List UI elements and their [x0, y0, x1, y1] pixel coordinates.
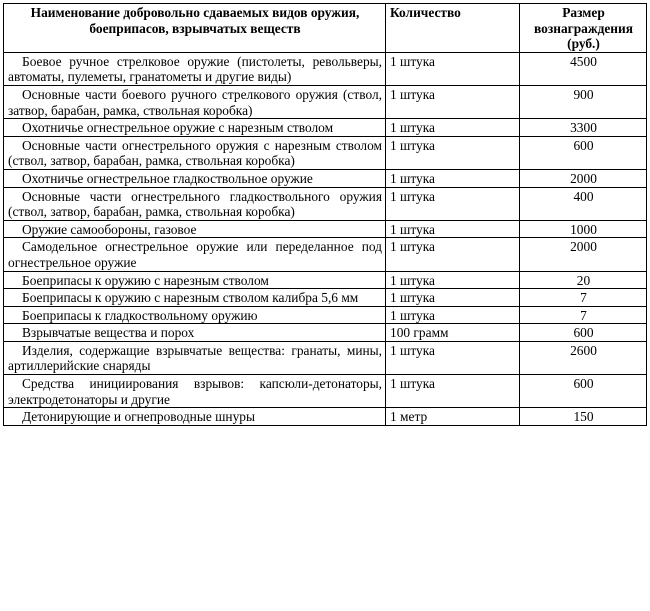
row-quantity: 1 метр: [386, 408, 520, 426]
table-row: [4, 408, 647, 426]
row-reward: 2600: [520, 341, 647, 374]
row-reward: 3300: [520, 119, 647, 137]
table-row: [4, 306, 647, 324]
row-quantity: 1 штука: [386, 52, 520, 85]
row-quantity: 1 штука: [386, 220, 520, 238]
table-row: [4, 169, 647, 187]
row-name: Боевое ручное стрелковое оружие (пистолеты, револьверы, автоматы, пулеметы, гранатометы и другие виды): [4, 52, 386, 85]
row-quantity: 1 штука: [386, 85, 520, 118]
document-page: [3, 3, 647, 426]
row-quantity: 1 штука: [386, 375, 520, 408]
row-quantity: 1 штука: [386, 306, 520, 324]
row-name: Взрывчатые вещества и порох: [4, 324, 386, 342]
row-reward: 1000: [520, 220, 647, 238]
row-quantity: 1 штука: [386, 136, 520, 169]
table-row: [4, 220, 647, 238]
row-name: Изделия, содержащие взрывчатые вещества: гранаты, мины, артиллерийские снаряды: [4, 341, 386, 374]
row-name: Основные части боевого ручного стрелкового оружия (ствол, затвор, барабан, рамка, ствольная коробка): [4, 85, 386, 118]
row-name: Основные части огнестрельного гладкоствольного оружия (ствол, затвор, барабан, рамка, ствольная коробка): [4, 187, 386, 220]
row-quantity: 100 грамм: [386, 324, 520, 342]
row-quantity: 1 штука: [386, 238, 520, 271]
row-reward: 400: [520, 187, 647, 220]
table-row: [4, 341, 647, 374]
table-row: [4, 375, 647, 408]
row-name: Боеприпасы к гладкоствольному оружию: [4, 306, 386, 324]
row-quantity: 1 штука: [386, 187, 520, 220]
row-name: Средства инициирования взрывов: капсюли-детонаторы, электродетонаторы и другие: [4, 375, 386, 408]
row-reward: 150: [520, 408, 647, 426]
row-reward: 4500: [520, 52, 647, 85]
row-quantity: 1 штука: [386, 119, 520, 137]
row-name: Основные части огнестрельного оружия с нарезным стволом (ствол, затвор, барабан, рамка, ствольная коробка): [4, 136, 386, 169]
row-name: Детонирующие и огнепроводные шнуры: [4, 408, 386, 426]
row-reward: 600: [520, 375, 647, 408]
row-name: Самодельное огнестрельное оружие или переделанное под огнестрельное оружие: [4, 238, 386, 271]
table-row: [4, 136, 647, 169]
row-reward: 7: [520, 289, 647, 307]
row-reward: 900: [520, 85, 647, 118]
row-reward: 2000: [520, 169, 647, 187]
row-quantity: 1 штука: [386, 169, 520, 187]
row-name: Оружие самообороны, газовое: [4, 220, 386, 238]
row-reward: 2000: [520, 238, 647, 271]
row-reward: 7: [520, 306, 647, 324]
row-name: Боеприпасы к оружию с нарезным стволом калибра 5,6 мм: [4, 289, 386, 307]
row-name: Охотничье огнестрельное гладкоствольное оружие: [4, 169, 386, 187]
row-quantity: 1 штука: [386, 289, 520, 307]
header-reward: Размер вознаграждения (руб.): [520, 4, 647, 53]
row-name: Охотничье огнестрельное оружие с нарезным стволом: [4, 119, 386, 137]
row-name: Боеприпасы к оружию с нарезным стволом: [4, 271, 386, 289]
table-row: [4, 271, 647, 289]
table-row: [4, 238, 647, 271]
row-reward: 600: [520, 136, 647, 169]
table-row: [4, 119, 647, 137]
table-row: [4, 289, 647, 307]
header-quantity: Количество: [386, 4, 520, 53]
table-row: [4, 324, 647, 342]
row-reward: 20: [520, 271, 647, 289]
table-row: [4, 187, 647, 220]
row-quantity: 1 штука: [386, 341, 520, 374]
table-row: [4, 52, 647, 85]
table-header-row: [4, 4, 647, 53]
table-row: [4, 85, 647, 118]
header-name: Наименование добровольно сдаваемых видов оружия, боеприпасов, взрывчатых веществ: [4, 4, 386, 53]
row-reward: 600: [520, 324, 647, 342]
row-quantity: 1 штука: [386, 271, 520, 289]
reward-table: [3, 3, 647, 426]
